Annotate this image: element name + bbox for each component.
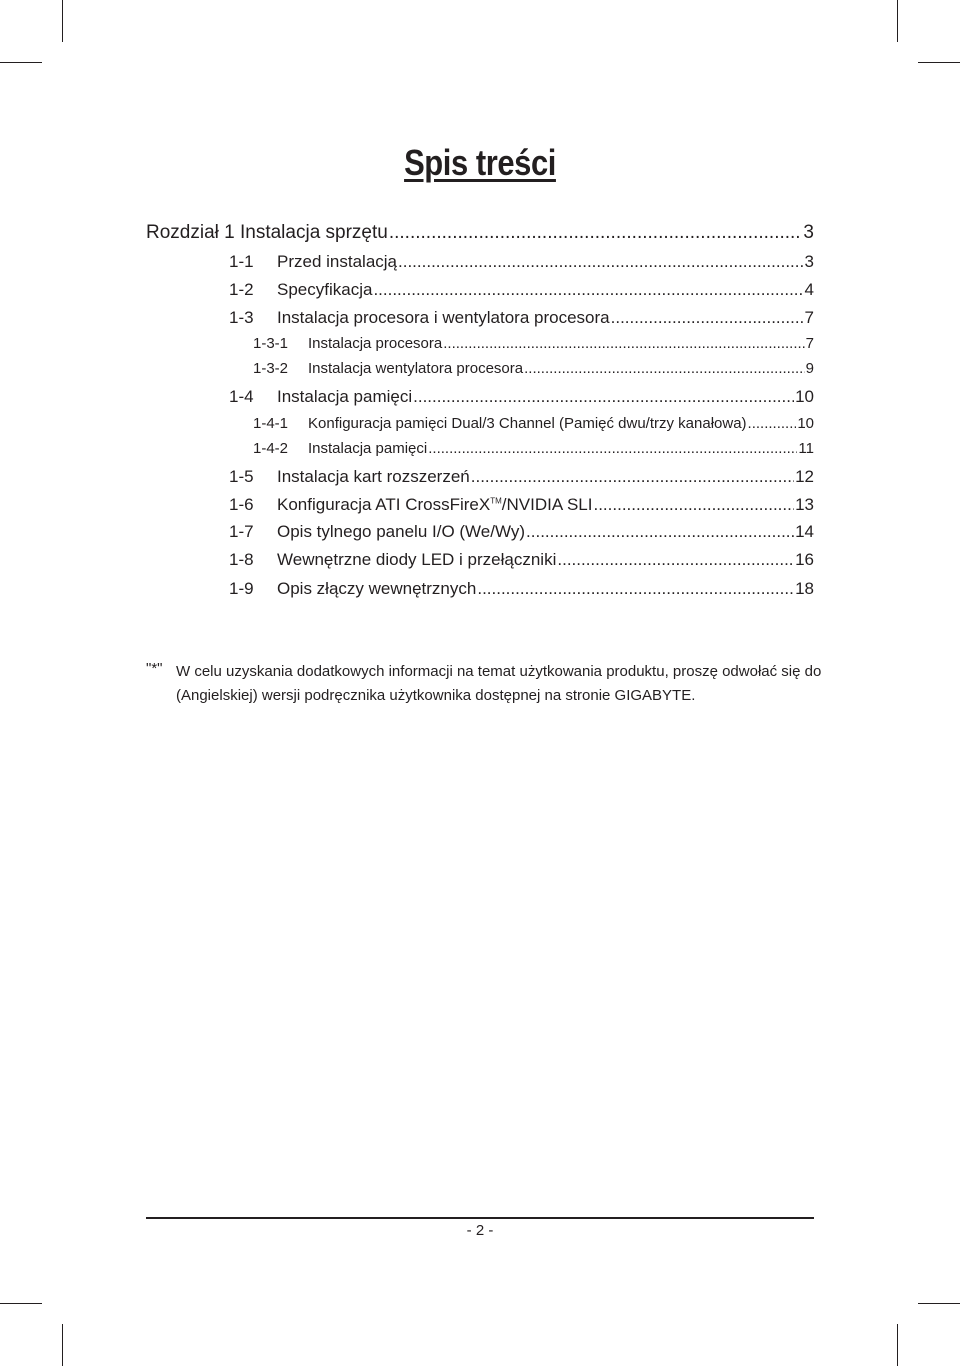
crop-mark	[897, 1324, 898, 1366]
toc-entry-page: 7	[805, 335, 814, 352]
toc-entry-page: 14	[795, 522, 814, 541]
toc-entry-page: 16	[795, 550, 814, 569]
toc-entry-number: 1-4-1	[253, 415, 289, 432]
toc-entry[interactable]	[146, 222, 814, 244]
toc-entry-page: 18	[795, 579, 814, 598]
toc-entry-title: Instalacja kart rozszerzeń	[277, 467, 470, 486]
toc-entry[interactable]	[229, 280, 814, 300]
toc-entry-title: Instalacja procesora i wentylatora procesora	[277, 308, 610, 327]
toc-entry-title: Opis złączy wewnętrznych	[277, 579, 477, 598]
toc-entry-number: 1-1	[229, 252, 254, 271]
toc-entry-number: 1-9	[229, 579, 254, 598]
crop-mark	[0, 62, 42, 63]
toc-leader	[557, 550, 794, 570]
toc-entry-page: 4	[804, 280, 814, 299]
crop-mark	[897, 0, 898, 42]
toc-entry-number: 1-5	[229, 467, 254, 486]
toc-entry-title: Specyfikacja	[277, 280, 373, 299]
toc-leader	[413, 387, 794, 407]
toc-leader	[611, 308, 804, 328]
toc-entry[interactable]	[253, 415, 814, 432]
toc-entry-page: 10	[795, 387, 814, 406]
toc-entry-page: 10	[797, 415, 814, 432]
toc-entry-title: Instalacja pamięci	[277, 387, 413, 406]
toc-entry[interactable]	[229, 495, 814, 515]
toc-leader	[443, 335, 804, 352]
toc-entry-title: Instalacja pamięci	[308, 440, 428, 457]
toc-leader	[398, 252, 804, 272]
note-marker: "*"	[146, 660, 163, 677]
note-line: W celu uzyskania dodatkowych informacji na temat użytkowania produktu, proszę odwołać się do	[176, 663, 822, 680]
toc-entry[interactable]	[253, 440, 814, 457]
toc-entry[interactable]	[229, 522, 814, 542]
note-text	[176, 660, 822, 708]
crop-mark	[62, 0, 63, 42]
toc-leader	[526, 522, 794, 542]
toc-entry-number: 1-4-2	[253, 440, 289, 457]
toc-entry-title: Instalacja wentylatora procesora	[308, 360, 524, 377]
toc-entry-page: 12	[795, 467, 814, 486]
toc-entry[interactable]	[229, 387, 814, 407]
toc-leader	[428, 440, 797, 457]
toc-entry-page: 3	[804, 252, 814, 271]
toc-entry-title: Opis tylnego panelu I/O (We/Wy)	[277, 522, 526, 541]
toc-entry[interactable]	[229, 308, 814, 328]
toc-entry[interactable]	[253, 360, 814, 377]
toc-leader	[524, 360, 805, 377]
crop-mark	[918, 1303, 960, 1304]
toc-entry-title: Konfiguracja pamięci Dual/3 Channel (Pamięć dwu/trzy kanałowa)	[308, 415, 747, 432]
toc-entry-title: Wewnętrzne diody LED i przełączniki	[277, 550, 557, 569]
toc-entry-title-main: Konfiguracja ATI CrossFireX	[277, 495, 491, 514]
toc-leader	[593, 495, 794, 515]
toc-entry-page: 3	[803, 222, 814, 243]
crop-mark	[918, 62, 960, 63]
toc-entry-title: Rozdział 1 Instalacja sprzętu	[146, 222, 388, 243]
toc-entry-number: 1-2	[229, 280, 254, 299]
toc-entry-number: 1-3-1	[253, 335, 289, 352]
note-line: (Angielskiej) wersji podręcznika użytkownika dostępnej na stronie GIGABYTE.	[176, 687, 696, 704]
crop-mark	[62, 1324, 63, 1366]
toc-entry-number: 1-3-2	[253, 360, 289, 377]
toc-entry[interactable]	[229, 467, 814, 487]
toc-leader	[373, 280, 803, 300]
toc-entry-title: Instalacja procesora	[308, 335, 443, 352]
toc-entry-number: 1-3	[229, 308, 254, 327]
toc-entry-page: 7	[804, 308, 814, 327]
toc-entry-title: Przed instalacją	[277, 252, 398, 271]
toc-entry[interactable]	[229, 550, 814, 570]
footer-divider	[146, 1217, 814, 1219]
page-title: Spis treści	[404, 142, 556, 183]
toc-entry-page: 9	[805, 360, 814, 377]
toc-leader	[471, 467, 794, 487]
toc-entry[interactable]	[229, 579, 814, 599]
toc-entry-title-suffix: /NVIDIA SLI	[501, 495, 593, 514]
crop-mark	[0, 1303, 42, 1304]
trademark-mark: TM	[490, 496, 502, 506]
toc-entry-number: 1-4	[229, 387, 254, 406]
toc-leader	[389, 222, 803, 244]
toc-entry[interactable]	[229, 252, 814, 272]
toc-entry-page: 13	[795, 495, 814, 514]
toc-entry[interactable]	[253, 335, 814, 352]
toc-entry-number: 1-7	[229, 522, 254, 541]
toc-leader	[748, 415, 797, 432]
toc-entry-number: 1-8	[229, 550, 254, 569]
toc-entry-title	[277, 495, 592, 515]
toc-entry-page: 11	[798, 440, 814, 457]
toc-leader	[477, 579, 794, 599]
page-number: - 2 -	[466, 1222, 494, 1239]
toc-entry-number: 1-6	[229, 495, 254, 514]
